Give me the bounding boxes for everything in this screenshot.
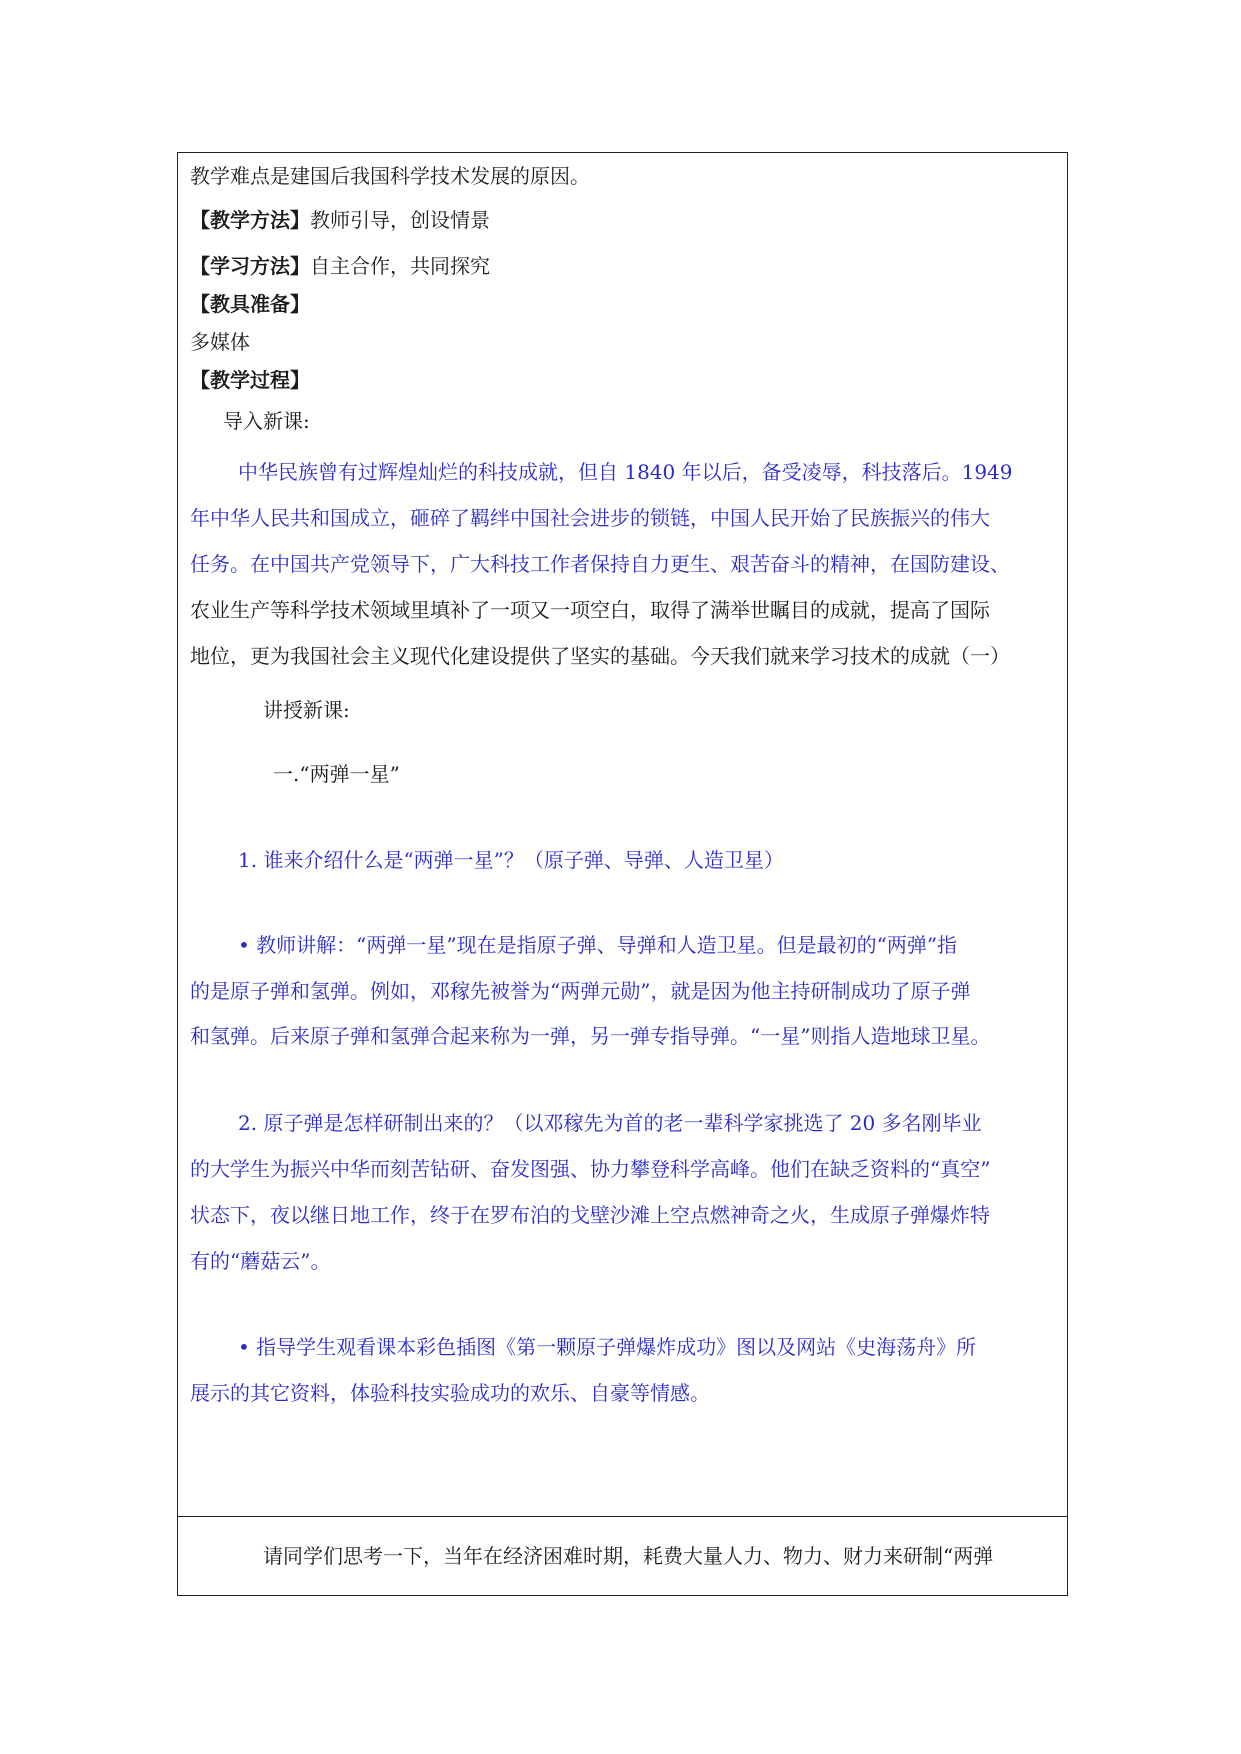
- guide-line-2: 展示的其它资料，体验科技实验成功的欢乐、自豪等情感。: [190, 1381, 710, 1405]
- intro-line-1: 中华民族曾有过辉煌灿烂的科技成就，但自 1840 年以后，备受凌辱，科技落后。1949: [238, 460, 1013, 484]
- q2-line-4: 有的“蘑菇云”。: [190, 1249, 331, 1273]
- difficulty-line: 教学难点是建国后我国科学技术发展的原因。: [190, 164, 590, 188]
- study-text: 自主合作，共同探究: [310, 254, 490, 278]
- lecture-heading: 讲授新课:: [263, 698, 350, 722]
- method-row: [190, 207, 490, 233]
- study-label: 【学习方法】: [190, 254, 310, 278]
- study-row: [190, 253, 490, 279]
- q2-line-3: 状态下，夜以继日地工作，终于在罗布泊的戈壁沙滩上空点燃神奇之火，生成原子弹爆炸特: [190, 1203, 990, 1227]
- intro-line-5: 地位，更为我国社会主义现代化建设提供了坚实的基础。今天我们就来学习技术的成就（一）: [190, 644, 1010, 668]
- explain-line-2: 的是原子弹和氢弹。例如，邓稼先被誉为“两弹元勋”，就是因为他主持研制成功了原子弹: [190, 979, 971, 1003]
- tools-label: 【教具准备】: [190, 292, 310, 316]
- q2-line-2: 的大学生为振兴中华而刻苦钻研、奋发图强、协力攀登科学高峰。他们在缺乏资料的“真空”: [190, 1157, 991, 1181]
- q2-line-1: 2. 原子弹是怎样研制出来的？（以邓稼先为首的老一辈科学家挑选了 20 多名刚毕业: [238, 1111, 982, 1135]
- method-text: 教师引导，创设情景: [310, 208, 490, 232]
- intro-heading: 导入新课:: [223, 409, 310, 433]
- guide-line-1: • 指导学生观看课本彩色插图《第一颗原子弹爆炸成功》图以及网站《史海荡舟》所: [238, 1335, 977, 1359]
- method-label: 【教学方法】: [190, 208, 310, 232]
- process-label: 【教学过程】: [190, 368, 310, 392]
- section1-heading: 一.“两弹一星”: [273, 762, 400, 786]
- intro-line-4: 农业生产等科学技术领域里填补了一项又一项空白，取得了满举世瞩目的成就，提高了国际: [190, 598, 990, 622]
- intro-line-2: 年中华人民共和国成立，砸碎了羁绊中国社会进步的锁链，中国人民开始了民族振兴的伟大: [190, 506, 990, 530]
- explain-line-1: • 教师讲解：“两弹一星”现在是指原子弹、导弹和人造卫星。但是最初的“两弹”指: [238, 933, 958, 957]
- table-divider: [178, 1516, 1067, 1517]
- final-line: 请同学们思考一下，当年在经济困难时期，耗费大量人力、物力、财力来研制“两弹: [263, 1544, 994, 1568]
- tools-text: 多媒体: [190, 330, 250, 354]
- intro-line-3: 任务。在中国共产党领导下，广大科技工作者保持自力更生、艰苦奋斗的精神，在国防建设、: [190, 552, 1010, 576]
- explain-line-3: 和氢弹。后来原子弹和氢弹合起来称为一弹，另一弹专指导弹。“一星”则指人造地球卫星。: [190, 1024, 991, 1048]
- lesson-plan-table: [177, 152, 1068, 1596]
- question-1: 1. 谁来介绍什么是“两弹一星”？（原子弹、导弹、人造卫星）: [238, 848, 784, 872]
